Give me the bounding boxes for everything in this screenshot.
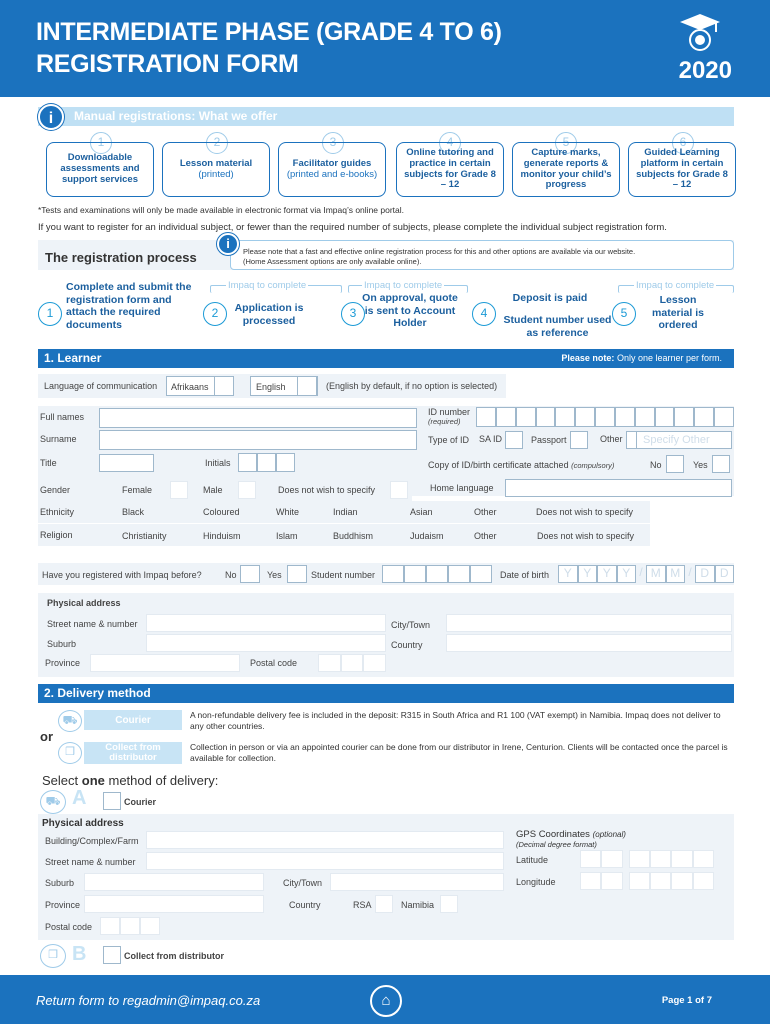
option-b: B <box>72 943 87 965</box>
process-info-line-2: (Home Assessment options are only available online). <box>243 257 422 266</box>
ethnicity-option[interactable]: Black <box>122 507 145 517</box>
ethnicity-option[interactable]: Asian <box>410 507 433 517</box>
latitude-boxes[interactable] <box>580 850 714 868</box>
religion-option[interactable]: Christianity <box>122 531 167 541</box>
delivery-country-label: Country <box>289 900 321 910</box>
step-number: 4 <box>472 302 496 326</box>
surname-input[interactable] <box>99 430 417 450</box>
courier-checkbox[interactable] <box>103 792 121 810</box>
home-language-label: Home language <box>430 483 494 493</box>
step-number: 3 <box>341 302 365 326</box>
offer-number: 4 <box>439 132 461 154</box>
physical-address-heading: Physical address <box>47 598 121 608</box>
offer-number: 3 <box>322 132 344 154</box>
step-text: Complete and submit the registration form and attach the required documents <box>66 281 192 331</box>
delivery-street-label: Street name & number <box>45 857 136 867</box>
impaq-complete-label: Impaq to complete <box>228 280 307 291</box>
city-label: City/Town <box>391 620 431 630</box>
delivery-section-bar <box>38 684 734 703</box>
id-number-label: ID number <box>428 407 471 417</box>
delivery-postal-label: Postal code <box>45 922 93 932</box>
country-label: Country <box>391 640 423 650</box>
longitude-label: Longitude <box>516 877 556 887</box>
optional-label: (optional) <box>592 830 626 839</box>
dob-boxes[interactable]: Y Y Y Y / M M / D D <box>558 565 734 583</box>
afrikaans-option[interactable]: Afrikaans <box>166 376 234 396</box>
country-input[interactable] <box>446 634 732 652</box>
religion-option[interactable]: Buddhism <box>333 531 374 541</box>
no-label: No <box>225 570 237 580</box>
page-footer <box>0 975 770 1024</box>
copy-id-label: Copy of ID/birth certificate attached <box>428 460 569 470</box>
rsa-option[interactable]: RSA <box>353 900 372 910</box>
english-checkbox[interactable] <box>297 376 317 396</box>
religion-option[interactable]: Islam <box>276 531 298 541</box>
english-option[interactable]: English <box>250 376 318 396</box>
female-checkbox[interactable] <box>170 481 188 499</box>
rsa-checkbox[interactable] <box>375 895 393 913</box>
home-icon: ⌂ <box>370 985 402 1017</box>
student-number-label: Student number <box>311 570 376 580</box>
step-text: Student number used as reference <box>503 314 612 339</box>
postal-label: Postal code <box>250 658 298 668</box>
building-label: Building/Complex/Farm <box>45 836 139 846</box>
initials-label: Initials <box>205 458 231 468</box>
delivery-province-label: Province <box>45 900 81 910</box>
ethnicity-option[interactable]: Coloured <box>203 507 240 517</box>
registered-no-checkbox[interactable] <box>240 565 260 583</box>
collect-description: Collection in person or via an appointed courier can be done from our distributor in Irene, Centurion. Clients will be contacted once the parcel is available for collection. <box>190 742 728 763</box>
learner-section-bar <box>38 349 734 368</box>
city-input[interactable] <box>446 614 732 632</box>
latitude-label: Latitude <box>516 855 549 865</box>
passport-checkbox[interactable] <box>570 431 588 449</box>
impaq-logo-icon <box>678 12 722 52</box>
courier-description: A non-refundable delivery fee is included in the deposit: R315 in South Africa and R1 100 (VAT exempt) in Namibia. Impaq does not deliver to any other countries. <box>190 710 721 731</box>
dob-label: Date of birth <box>500 570 550 580</box>
religion-label: Religion <box>40 530 73 540</box>
truck-icon: ⛟ <box>40 790 66 814</box>
year: 2020 <box>678 57 732 84</box>
delivery-city-label: City/Town <box>283 878 323 888</box>
religion-option[interactable]: Judaism <box>410 531 444 541</box>
required-label: (required) <box>428 417 461 426</box>
copy-id-no-checkbox[interactable] <box>666 455 684 473</box>
id-number-boxes[interactable] <box>476 407 734 427</box>
step-number: 5 <box>612 302 636 326</box>
info-icon: i <box>217 233 239 255</box>
delivery-postal-boxes[interactable] <box>100 917 160 935</box>
postal-boxes[interactable] <box>318 654 386 672</box>
compulsory-label: (compulsory) <box>571 461 615 470</box>
parcel-icon: ❒ <box>58 742 82 764</box>
suburb-label: Suburb <box>47 639 77 649</box>
note-bold: Please note: <box>561 353 615 363</box>
ethnicity-option[interactable]: Other <box>474 507 497 517</box>
offer-card: Online tutoring and practice in certain subjects for Grade 8 – 12 <box>396 142 504 197</box>
page-number: Page 1 of 7 <box>661 995 712 1006</box>
type-of-id-label: Type of ID <box>428 435 470 445</box>
ethnicity-label: Ethnicity <box>40 507 75 517</box>
gender-female[interactable]: Female <box>122 485 153 495</box>
return-instruction: Return form to regadmin@impaq.co.za <box>36 993 261 1008</box>
language-label: Language of communication <box>44 381 158 391</box>
ethnicity-option[interactable]: Does not wish to specify <box>536 507 634 517</box>
gender-label: Gender <box>40 485 71 495</box>
delivery-heading: 2. Delivery method <box>44 686 151 700</box>
impaq-complete-label: Impaq to complete <box>364 280 443 291</box>
learner-heading: 1. Learner <box>44 351 102 365</box>
offer-number: 6 <box>672 132 694 154</box>
step-text: Lesson material is ordered <box>652 294 704 332</box>
info-icon: i <box>38 104 64 130</box>
collect-option-label: Collect from distributor <box>124 951 225 961</box>
passport-label: Passport <box>531 435 567 445</box>
title-line-2: REGISTRATION FORM <box>36 50 299 78</box>
offer-heading: Manual registrations: What we offer <box>74 109 278 123</box>
truck-icon: ⛟ <box>58 710 82 732</box>
sa-id-checkbox[interactable] <box>505 431 523 449</box>
delivery-physical-address: Physical address <box>42 818 124 829</box>
note-text: Only one learner per form. <box>616 353 722 363</box>
full-names-input[interactable] <box>99 408 417 428</box>
delivery-street-input[interactable] <box>146 852 504 870</box>
title-line-1: INTERMEDIATE PHASE (GRADE 4 TO 6) <box>36 18 502 46</box>
step-text: On approval, quote is sent to Account Holder <box>362 292 458 330</box>
ethnicity-option[interactable]: White <box>276 507 300 517</box>
impaq-complete-label: Impaq to complete <box>636 280 715 291</box>
delivery-city-input[interactable] <box>330 873 504 891</box>
surname-label: Surname <box>40 434 77 444</box>
process-heading: The registration process <box>45 250 197 265</box>
offer-card: Guided Learning platform in certain subjects for Grade 8 – 12 <box>628 142 736 197</box>
collect-pill: Collect from distributor <box>84 742 182 764</box>
step-number: 2 <box>203 302 227 326</box>
religion-option[interactable]: Hinduism <box>203 531 241 541</box>
courier-option-label: Courier <box>124 797 157 807</box>
title-label: Title <box>40 458 57 468</box>
yes-label: Yes <box>693 460 708 470</box>
ethnicity-option[interactable]: Indian <box>333 507 358 517</box>
language-default-note: (English by default, if no option is selected) <box>326 381 498 391</box>
namibia-checkbox[interactable] <box>440 895 458 913</box>
or-label: or <box>40 729 53 744</box>
home-language-input[interactable] <box>505 479 732 497</box>
student-number-boxes[interactable] <box>382 565 492 583</box>
registered-yes-checkbox[interactable] <box>287 565 307 583</box>
footnote: *Tests and examinations will only be made available in electronic format via Impaq’s online portal. <box>38 205 405 215</box>
offer-bar <box>38 107 734 126</box>
offer-number: 5 <box>555 132 577 154</box>
offer-card: Facilitator guides (printed and e-books) <box>278 142 386 197</box>
delivery-suburb-label: Suburb <box>45 878 75 888</box>
title-input[interactable] <box>99 454 154 472</box>
street-input[interactable] <box>146 614 386 632</box>
individual-subject-note: If you want to register for an individual subject, or fewer than the required number of subjects, please complete the individual subject registration form. <box>38 222 667 233</box>
yes-label: Yes <box>267 570 282 580</box>
province-label: Province <box>45 658 81 668</box>
religion-option[interactable]: Does not wish to specify <box>537 531 635 541</box>
step-number: 1 <box>38 302 62 326</box>
male-checkbox[interactable] <box>238 481 256 499</box>
offer-card: Capture marks, generate reports & monitor your child’s progress <box>512 142 620 197</box>
offer-card: Lesson material (printed) <box>162 142 270 197</box>
no-label: No <box>650 460 662 470</box>
afrikaans-checkbox[interactable] <box>214 376 234 396</box>
page-header <box>0 0 770 97</box>
religion-option[interactable]: Other <box>474 531 497 541</box>
specify-other-input[interactable]: Specify Other <box>636 431 732 449</box>
offer-card: Downloadable assessments and support services <box>46 142 154 197</box>
gps-label: GPS Coordinates <box>516 829 590 840</box>
decimal-label: (Decimal degree format) <box>516 840 597 849</box>
building-input[interactable] <box>146 831 504 849</box>
sa-id-label: SA ID <box>479 434 503 444</box>
delivery-suburb-input[interactable] <box>84 873 264 891</box>
suburb-input[interactable] <box>146 634 386 652</box>
gender-not-specify[interactable]: Does not wish to specify <box>278 485 376 495</box>
other-label: Other <box>600 434 623 444</box>
delivery-province-input[interactable] <box>84 895 264 913</box>
process-info-line-1: Please note that a fast and effective online registration process for this and other options are available via our website. <box>243 247 636 256</box>
namibia-option[interactable]: Namibia <box>401 900 435 910</box>
courier-pill: Courier <box>84 710 182 730</box>
initials-boxes[interactable] <box>238 453 295 472</box>
full-names-label: Full names <box>40 412 85 422</box>
collect-checkbox[interactable] <box>103 946 121 964</box>
offer-number: 1 <box>90 132 112 154</box>
select-method-heading: Select one method of delivery: <box>42 773 219 788</box>
street-label: Street name & number <box>47 619 138 629</box>
offer-number: 2 <box>206 132 228 154</box>
option-a: A <box>72 787 87 809</box>
parcel-icon: ❒ <box>40 944 66 968</box>
gender-not-specify-checkbox[interactable] <box>390 481 408 499</box>
gender-male[interactable]: Male <box>203 485 223 495</box>
province-input[interactable] <box>90 654 240 672</box>
step-text: Application is processed <box>234 302 304 327</box>
registered-before-label: Have you registered with Impaq before? <box>42 570 202 580</box>
copy-id-yes-checkbox[interactable] <box>712 455 730 473</box>
step-text: Deposit is paid <box>512 292 588 304</box>
longitude-boxes[interactable] <box>580 872 714 890</box>
